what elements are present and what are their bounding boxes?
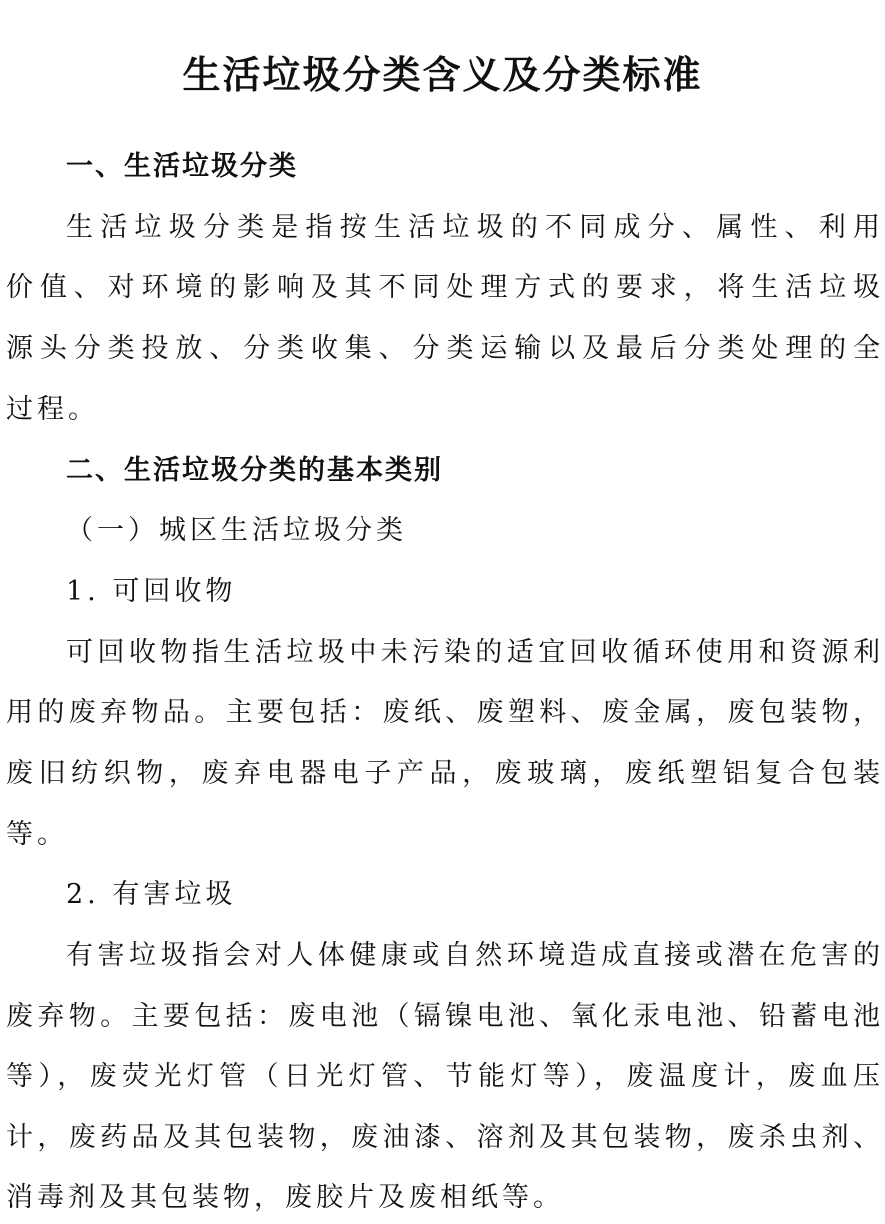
paragraph-line: 用的废弃物品。主要包括：废纸、废塑料、废金属，废包装物，	[6, 697, 880, 728]
section-heading-1: 一、生活垃圾分类	[66, 151, 298, 182]
subsection-heading: （一）城区生活垃圾分类	[66, 515, 407, 546]
paragraph-line: 源头分类投放、分类收集、分类运输以及最后分类处理的全	[6, 333, 880, 364]
paragraph-line: 废弃物。主要包括：废电池（镉镍电池、氧化汞电池、铅蓄电池	[6, 1001, 880, 1032]
paragraph-line: 消毒剂及其包装物，废胶片及废相纸等。	[6, 1182, 564, 1213]
paragraph-line: 等），废荧光灯管（日光灯管、节能灯等），废温度计，废血压	[6, 1061, 880, 1092]
paragraph-line: 生活垃圾分类是指按生活垃圾的不同成分、属性、利用	[66, 212, 880, 243]
paragraph-line: 等。	[6, 819, 68, 850]
paragraph-line: 价值、对环境的影响及其不同处理方式的要求，将生活垃圾	[6, 272, 880, 303]
item-heading-recyclables: 1. 可回收物	[66, 576, 237, 607]
paragraph-line: 废旧纺织物，废弃电器电子产品，废玻璃，废纸塑铝复合包装	[6, 758, 880, 789]
paragraph-line: 过程。	[6, 394, 99, 425]
paragraph-line: 计，废药品及其包装物，废油漆、溶剂及其包装物，废杀虫剂、	[6, 1122, 880, 1153]
section-heading-2: 二、生活垃圾分类的基本类别	[66, 455, 443, 486]
paragraph-line: 可回收物指生活垃圾中未污染的适宜回收循环使用和资源利	[66, 637, 880, 668]
document-title: 生活垃圾分类含义及分类标准	[182, 53, 703, 97]
item-heading-hazardous: 2. 有害垃圾	[66, 879, 237, 910]
paragraph-line: 有害垃圾指会对人体健康或自然环境造成直接或潜在危害的	[66, 940, 880, 971]
